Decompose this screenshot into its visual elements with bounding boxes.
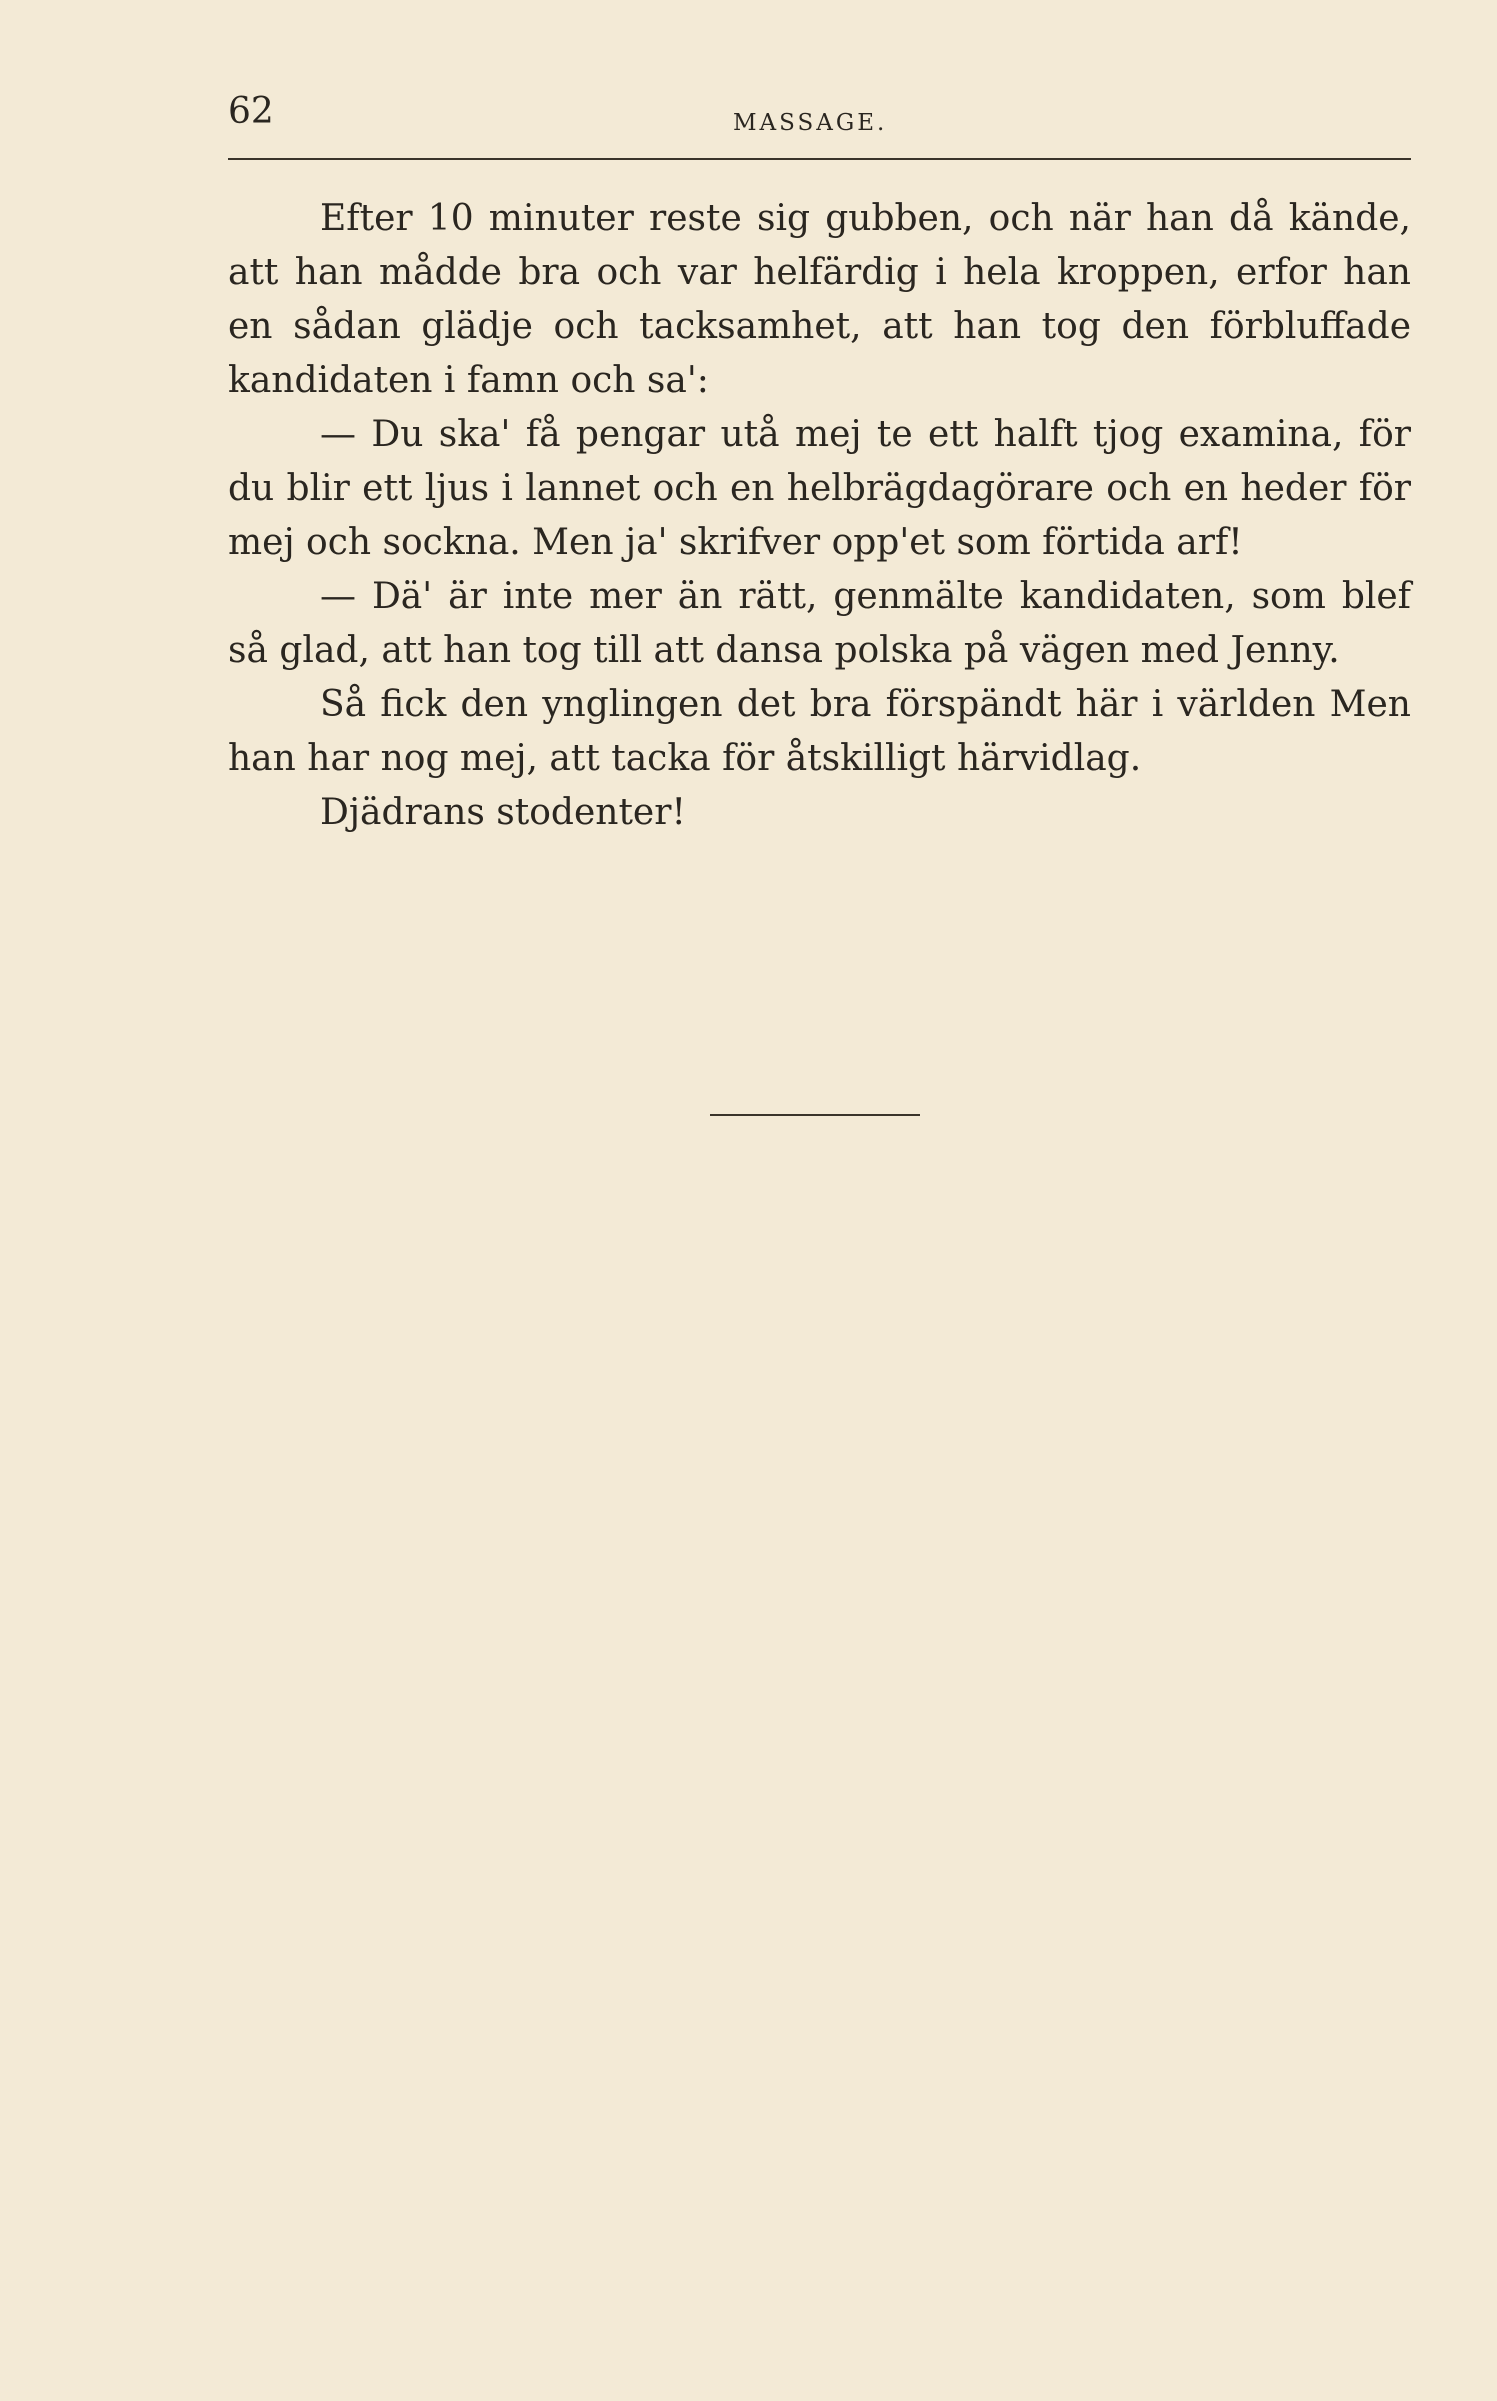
running-title: MASSAGE. <box>733 110 888 136</box>
end-rule <box>710 1114 920 1116</box>
paragraph: — Dä' är inte mer än rätt, genmälte kandidaten, som blef så glad, att han tog till att dansa polska på vägen med Jenny. <box>228 576 1411 671</box>
paragraph: Djädrans stodenter! <box>320 792 686 833</box>
body-text <box>228 192 1411 840</box>
header-rule <box>228 158 1411 160</box>
page-number: 62 <box>228 91 274 132</box>
page-header <box>228 88 1411 148</box>
paragraph: Så fick den ynglingen det bra förspändt här i världen Men han har nog mej, att tacka för åtskilligt härvidlag. <box>228 684 1411 779</box>
paragraph: Efter 10 minuter reste sig gubben, och när han då kände, att han mådde bra och var helfärdig i hela kroppen, erfor han en sådan glädje och tacksamhet, att han tog den förbluffade kandidaten i famn och sa': <box>228 198 1411 401</box>
paragraph: — Du ska' få pengar utå mej te ett halft tjog examina, för du blir ett ljus i lannet och en helbrägdagörare och en heder för mej och sockna. Men ja' skrifver opp'et som förtida arf! <box>228 414 1411 563</box>
